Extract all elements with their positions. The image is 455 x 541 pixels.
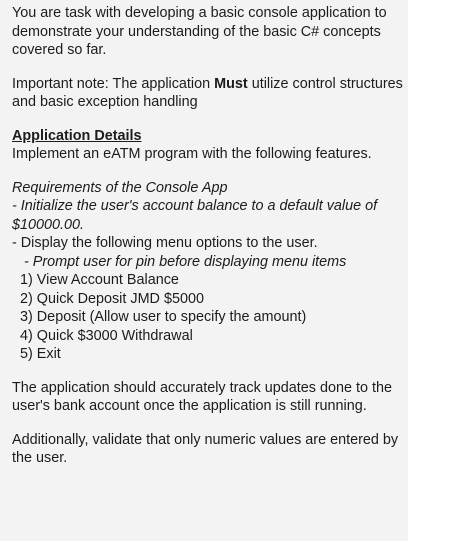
requirement-prompt-pin: - Prompt user for pin before displaying menu items [24,253,347,270]
assignment-document [12,4,408,468]
requirements-section [12,179,408,272]
menu-option: 1) View Account Balance [20,272,179,288]
menu-option: 4) Quick $3000 Withdrawal [20,327,193,344]
important-note [12,75,408,112]
menu-options-list [12,271,408,364]
note-suffix: utilize control structures and basic exception handling [12,75,403,110]
note-emphasis: Must [214,75,248,92]
menu-option: 5) Exit [20,346,61,362]
requirement-initialize-balance: - Initialize the user's account balance to a default value of $10000.00. [12,198,378,233]
note-prefix: Important note: The application [12,75,215,92]
application-details-section [12,127,408,164]
menu-option: 2) Quick Deposit JMD $5000 [20,290,204,307]
requirement-display-menu: - Display the following menu options to the user. [12,235,318,251]
intro-paragraph: You are task with developing a basic console application to demonstrate your understanding of the basic C# concepts covered so far. [12,5,387,58]
requirements-heading: Requirements of the Console App [12,179,228,196]
tracking-paragraph: The application should accurately track updates done to the user's bank account once the application is still running. [12,379,392,414]
menu-option: 3) Deposit (Allow user to specify the amount) [20,309,307,325]
application-details-heading: Application Details [12,127,142,144]
application-details-text: Implement an eATM program with the following features. [12,146,372,162]
validation-paragraph: Additionally, validate that only numeric values are entered by the user. [12,431,399,466]
